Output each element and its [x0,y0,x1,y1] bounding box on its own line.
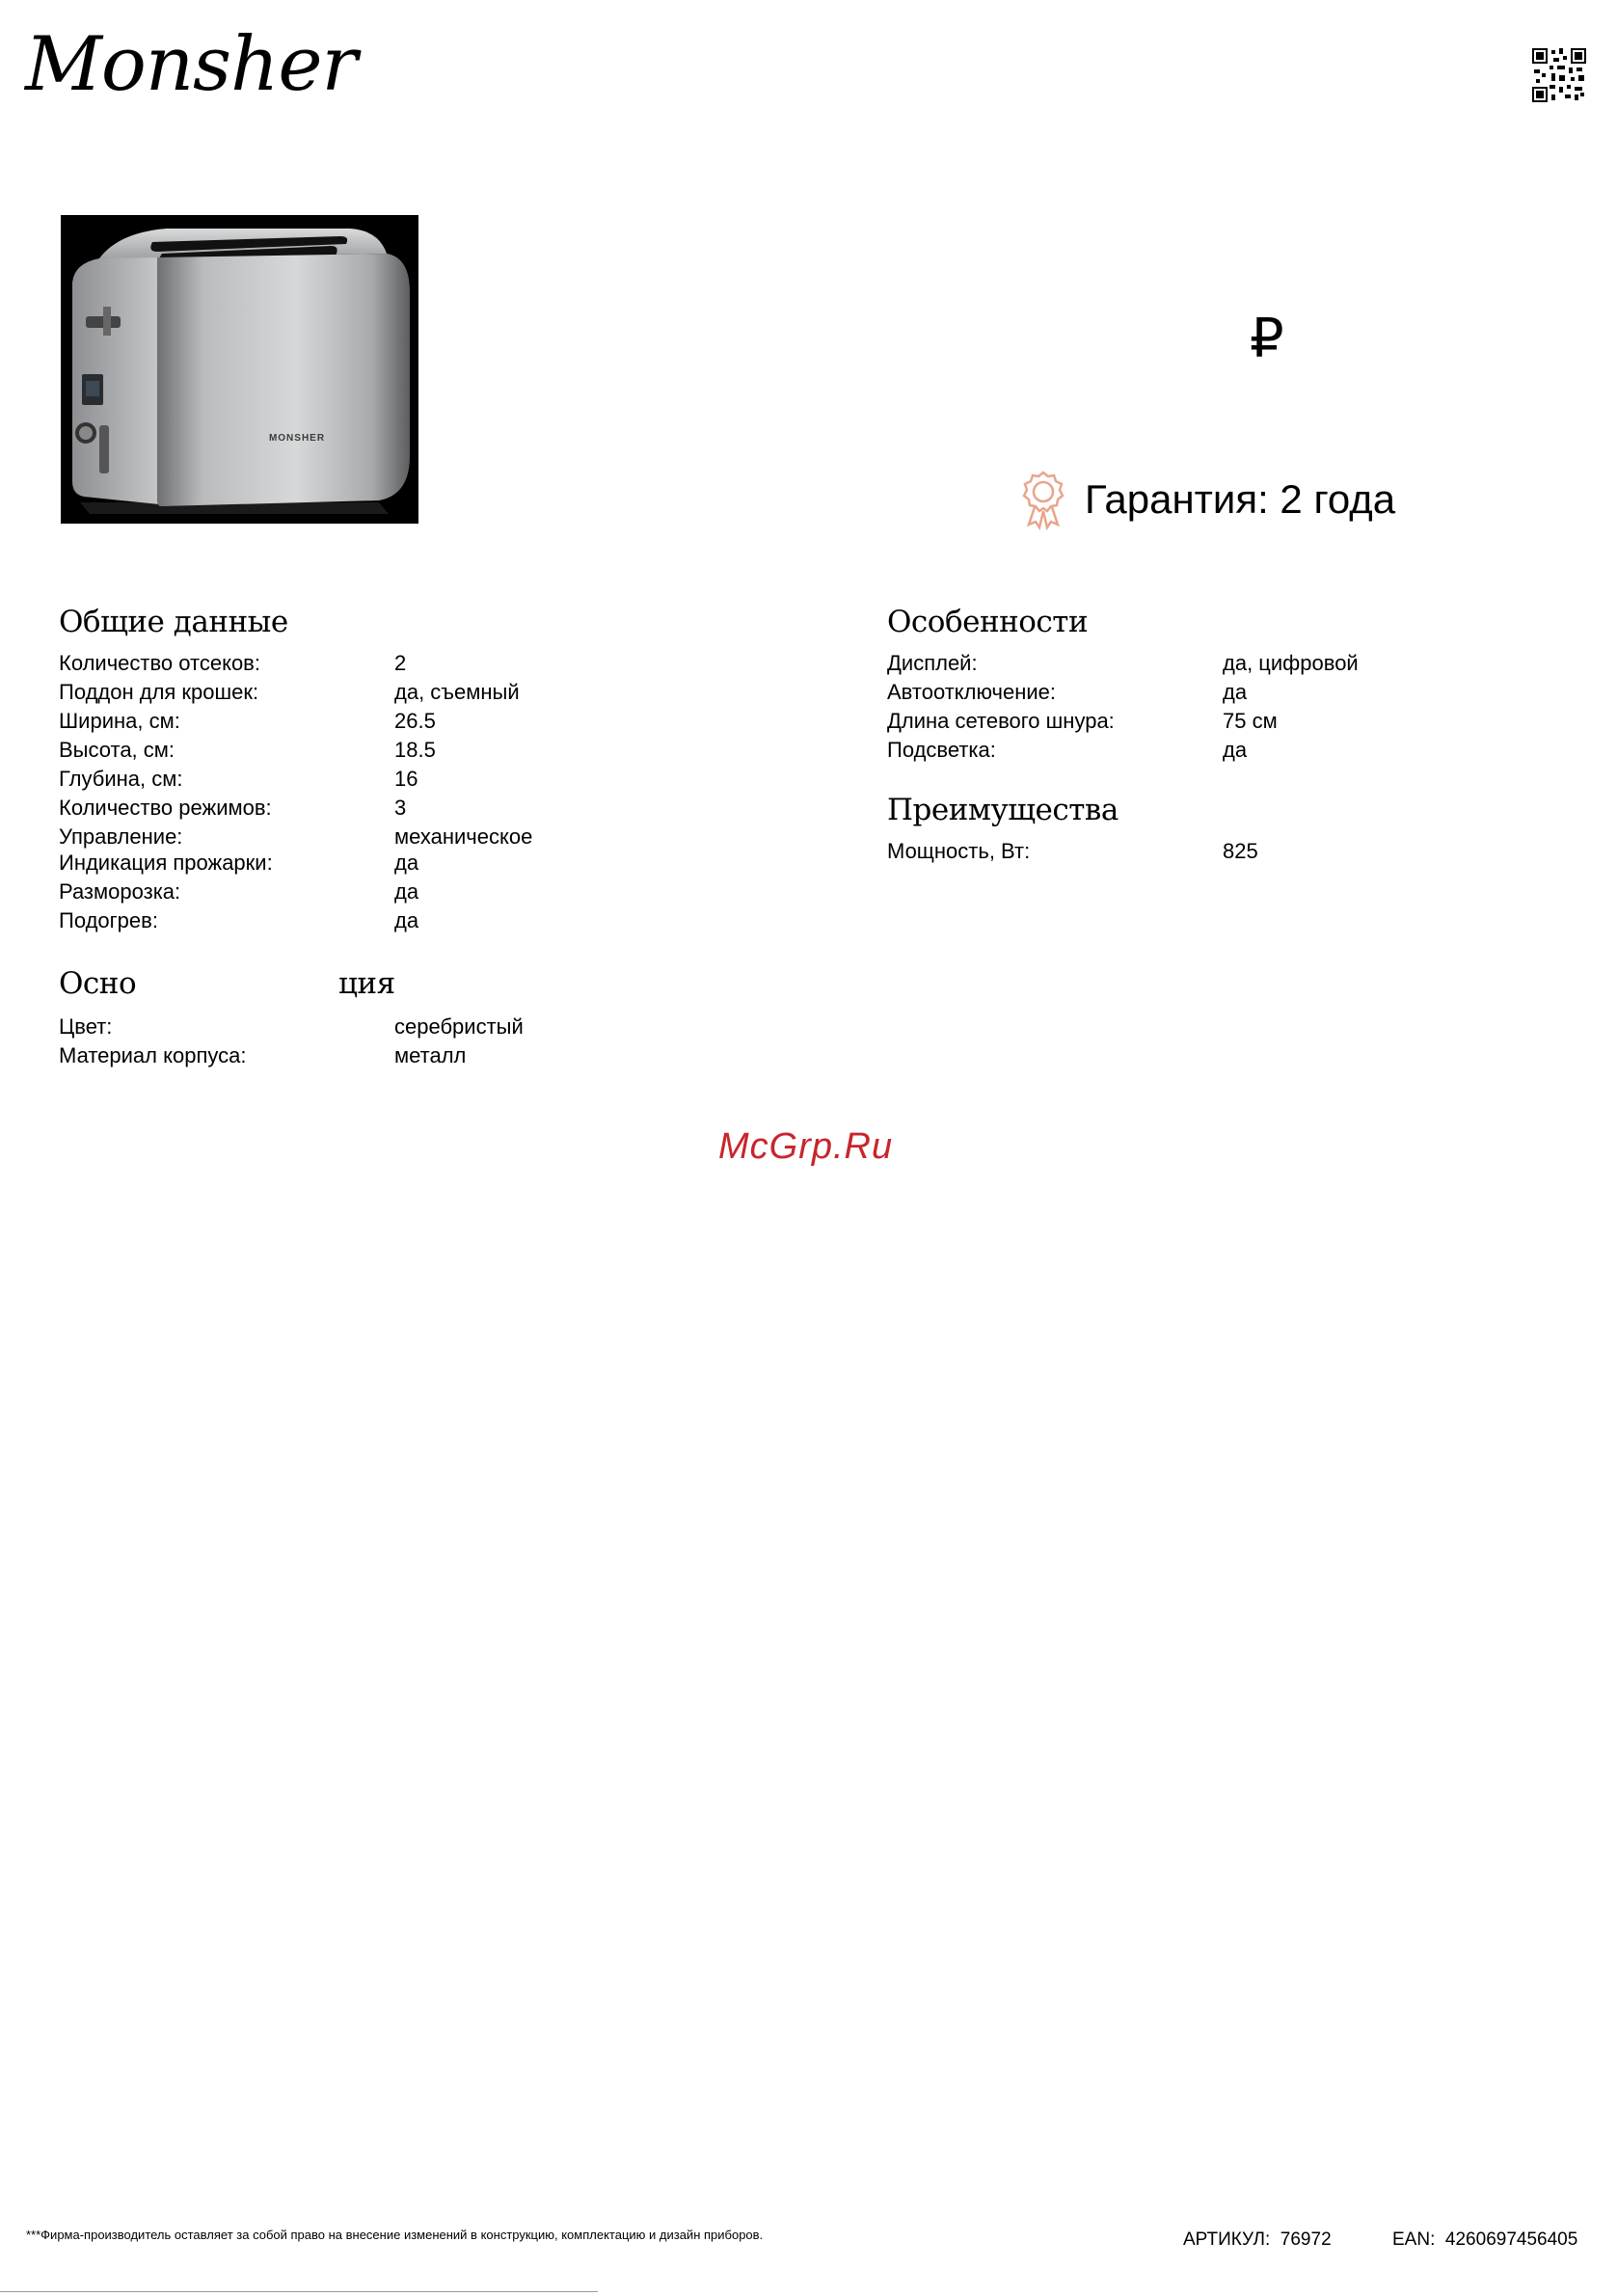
spec-label: Поддон для крошек: [59,680,259,704]
spec-label: Автоотключение: [887,680,1056,704]
spec-row [59,878,645,906]
spec-value: 825 [1223,839,1258,863]
spec-value: 75 см [1223,709,1278,733]
sku-value: 76972 [1280,2229,1332,2250]
spec-row [59,794,645,823]
spec-label: Индикация прожарки: [59,851,273,875]
spec-label: Разморозка: [59,879,181,904]
spec-label: Подсветка: [887,738,996,762]
footer-sku [1183,2229,1332,2251]
spec-value: да [394,879,419,904]
section-title-advantages: Преимущества [887,793,1118,827]
spec-row [59,823,645,851]
footer-divider [0,2291,598,2292]
spec-row [59,736,645,765]
spec-row [59,649,645,678]
spec-label: Управление: [59,824,183,849]
spec-label: Длина сетевого шнура: [887,709,1115,733]
spec-value: 3 [394,796,407,820]
qr-code-icon [1532,48,1586,102]
section-title-basic-right: ция [338,966,395,1001]
spec-row [887,837,1473,866]
spec-row [59,678,645,707]
spec-row [59,707,645,736]
warranty-text: Гарантия: 2 года [1085,476,1396,522]
spec-value: серебристый [394,1014,524,1039]
spec-row [887,649,1473,678]
spec-value: 2 [394,651,407,675]
spec-row [887,736,1473,765]
spec-row [59,1013,645,1041]
spec-value: да [394,851,419,875]
spec-row [59,906,645,935]
spec-row [887,707,1473,736]
ean-value: 4260697456405 [1444,2229,1578,2250]
footer-disclaimer: ***Фирма-производитель оставляет за собой право на внесение изменений в конструкцию, комплектацию и дизайн приборов. [26,2228,764,2242]
product-brand-label: MONSHER [268,433,326,444]
spec-label: Дисплей: [887,651,978,675]
spec-label: Мощность, Вт: [887,839,1031,863]
spec-label: Цвет: [59,1014,113,1039]
spec-row [887,678,1473,707]
spec-value: механическое [394,824,533,849]
section-title-basic-left: Осно [59,966,137,1001]
spec-value: металл [394,1043,467,1067]
spec-label: Количество режимов: [59,796,272,820]
spec-value: 16 [394,767,418,791]
ean-label: EAN: [1392,2229,1436,2250]
spec-value: 18.5 [394,738,436,762]
price-currency: ₽ [1250,308,1284,370]
warranty-badge [1019,469,1395,530]
spec-value: да [1223,738,1248,762]
spec-value: да, цифровой [1223,651,1359,675]
spec-label: Материал корпуса: [59,1043,247,1067]
sku-label: АРТИКУЛ: [1183,2229,1271,2250]
product-image [61,215,418,524]
brand-logo: Monsher [25,21,357,108]
spec-label: Высота, см: [59,738,175,762]
spec-row [59,765,645,794]
spec-label: Глубина, см: [59,767,183,791]
watermark-text: McGrp.Ru [718,1126,894,1167]
spec-row [59,1041,645,1070]
spec-row [59,849,645,878]
section-title-features: Особенности [887,605,1089,639]
spec-label: Количество отсеков: [59,651,260,675]
section-title-general: Общие данные [59,605,288,639]
spec-label: Подогрев: [59,908,158,932]
spec-value: да [1223,680,1248,704]
footer-ean [1392,2229,1577,2251]
spec-value: 26.5 [394,709,436,733]
spec-value: да, съемный [394,680,520,704]
spec-value: да [394,908,419,932]
award-rosette-icon [1019,469,1067,530]
spec-label: Ширина, см: [59,709,180,733]
